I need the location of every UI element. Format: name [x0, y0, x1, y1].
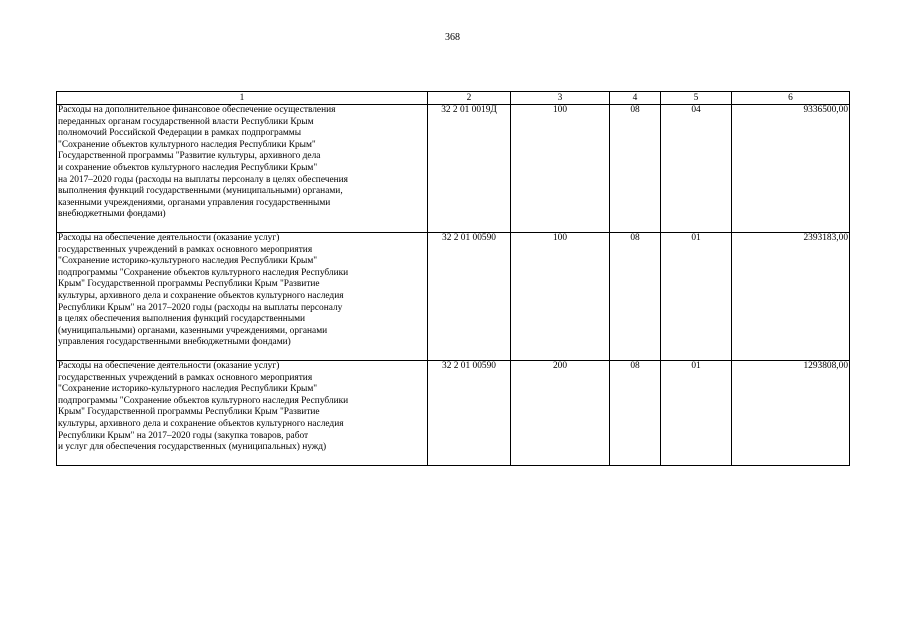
row-description: Расходы на дополнительное финансовое обеспечение осуществления переданных органам государственной власти Республики Крым полномочий Российской Федерации в рамках подпрограммы "Сохранение объектов культурного наследия Республики Крым" Государственной программы "Развитие культуры, архивного дела и сохранение объектов культурного наследия Республики Крым" на 2017–2020 годы (расходы на выплаты персоналу в целях обеспечения выполнения функций государственными (муниципальными) органами, казенными учреждениями, органами управления государственными внебюджетными фондами) — [57, 105, 428, 233]
column-header-2: 2 — [428, 92, 511, 105]
table-row — [57, 233, 850, 361]
row-target-code: 32 2 01 00590 — [428, 361, 511, 466]
column-header-1: 1 — [57, 92, 428, 105]
budget-table — [56, 91, 850, 466]
row-description: Расходы на обеспечение деятельности (оказание услуг) государственных учреждений в рамках основного мероприятия "Сохранение историко-культурного наследия Республики Крым" подпрограммы "Сохранение объектов культурного наследия Республики Крым" Государственной программы Республики Крым "Развитие культуры, архивного дела и сохранение объектов культурного наследия Республики Крым" на 2017–2020 годы (закупка товаров, работ и услуг для обеспечения государственных (муниципальных) нужд) — [57, 361, 428, 466]
page-number: 368 — [445, 32, 460, 43]
column-header-6: 6 — [732, 92, 850, 105]
row-section: 08 — [610, 233, 661, 361]
column-header-5: 5 — [661, 92, 732, 105]
row-expense-type: 100 — [511, 105, 610, 233]
row-section: 08 — [610, 105, 661, 233]
row-target-code: 32 2 01 00590 — [428, 233, 511, 361]
row-amount: 2393183,00 — [732, 233, 850, 361]
row-subsection: 04 — [661, 105, 732, 233]
row-subsection: 01 — [661, 233, 732, 361]
row-section: 08 — [610, 361, 661, 466]
row-amount: 9336500,00 — [732, 105, 850, 233]
column-header-3: 3 — [511, 92, 610, 105]
header-row — [57, 92, 850, 105]
row-expense-type: 100 — [511, 233, 610, 361]
table-row — [57, 105, 850, 233]
column-header-4: 4 — [610, 92, 661, 105]
row-target-code: 32 2 01 0019Д — [428, 105, 511, 233]
row-amount: 1293808,00 — [732, 361, 850, 466]
row-expense-type: 200 — [511, 361, 610, 466]
row-subsection: 01 — [661, 361, 732, 466]
table-row — [57, 361, 850, 466]
row-description: Расходы на обеспечение деятельности (оказание услуг) государственных учреждений в рамках основного мероприятия "Сохранение историко-культурного наследия Республики Крым" подпрограммы "Сохранение объектов культурного наследия Республики Крым" Государственной программы Республики Крым "Развитие культуры, архивного дела и сохранение объектов культурного наследия Республики Крым" на 2017–2020 годы (расходы на выплаты персоналу в целях обеспечения выполнения функций государственными (муниципальными) органами, казенными учреждениями, органами управления государственными внебюджетными фондами) — [57, 233, 428, 361]
